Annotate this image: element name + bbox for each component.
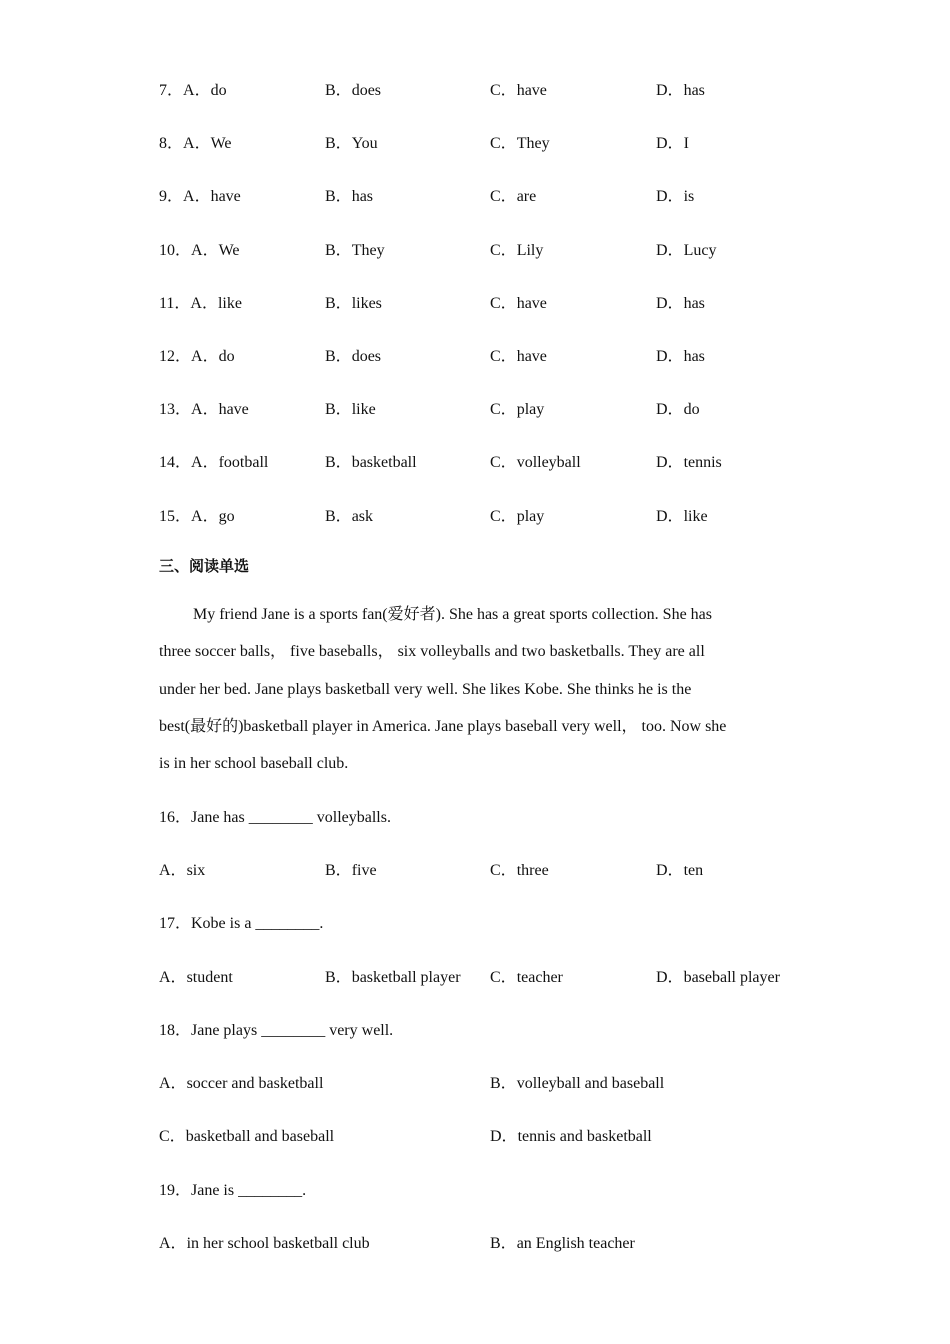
- question-number: 8．: [159, 135, 184, 152]
- answer-option[interactable]: [325, 507, 373, 527]
- answer-option[interactable]: [656, 241, 716, 261]
- answer-option[interactable]: [159, 1127, 334, 1147]
- option-letter: B．: [325, 348, 352, 365]
- option-letter: D．: [656, 188, 684, 205]
- option-letter: A．: [191, 454, 219, 471]
- answer-option[interactable]: [656, 347, 705, 367]
- option-letter: B．: [325, 401, 352, 418]
- option-letter: A．: [159, 862, 187, 879]
- answer-option[interactable]: [490, 507, 544, 527]
- answer-option[interactable]: [490, 347, 547, 367]
- answer-option[interactable]: [490, 81, 547, 101]
- answer-option[interactable]: [325, 453, 417, 473]
- question-number: 14．: [159, 454, 192, 471]
- option-text: volleyball and baseball: [516, 1075, 665, 1092]
- option-letter: B．: [490, 1075, 517, 1092]
- option-letter: C．: [490, 508, 517, 525]
- option-letter: B．: [325, 862, 352, 879]
- option-letter: B．: [325, 188, 352, 205]
- option-text: five: [351, 862, 377, 879]
- answer-option[interactable]: [325, 241, 385, 261]
- option-letter: D．: [656, 401, 684, 418]
- option-letter: C．: [490, 969, 517, 986]
- option-text: have: [210, 188, 241, 205]
- option-letter: D．: [490, 1128, 518, 1145]
- option-letter: C．: [490, 135, 517, 152]
- answer-option[interactable]: [325, 81, 381, 101]
- answer-option[interactable]: [159, 187, 241, 207]
- option-text: have: [516, 295, 547, 312]
- option-letter: D．: [656, 969, 684, 986]
- answer-option[interactable]: [159, 241, 240, 261]
- answer-option[interactable]: [490, 400, 544, 420]
- option-letter: A．: [190, 295, 218, 312]
- answer-option[interactable]: [325, 294, 382, 314]
- question-number: 11．: [159, 295, 191, 312]
- answer-option[interactable]: [490, 1127, 652, 1147]
- answer-option[interactable]: [159, 347, 235, 367]
- option-text: does: [351, 82, 382, 99]
- option-letter: C．: [490, 454, 517, 471]
- answer-option[interactable]: [490, 968, 563, 988]
- passage-line: under her bed. Jane plays basketball very well. She likes Kobe. She thinks he is the: [159, 681, 692, 698]
- option-letter: B．: [325, 295, 352, 312]
- answer-option[interactable]: [656, 294, 705, 314]
- answer-option[interactable]: [159, 81, 227, 101]
- answer-option[interactable]: [159, 507, 235, 527]
- option-letter: C．: [490, 862, 517, 879]
- option-text: have: [516, 348, 547, 365]
- option-text: play: [516, 401, 545, 418]
- option-text: three: [516, 862, 549, 879]
- passage-line: is in her school baseball club.: [159, 755, 349, 772]
- answer-option[interactable]: [159, 453, 268, 473]
- option-letter: C．: [490, 188, 517, 205]
- answer-option[interactable]: [490, 294, 547, 314]
- option-letter: B．: [325, 82, 352, 99]
- option-text: like: [217, 295, 242, 312]
- option-text: have: [516, 82, 547, 99]
- option-text: tennis: [683, 454, 722, 471]
- option-letter: D．: [656, 862, 684, 879]
- option-text: ten: [683, 862, 704, 879]
- passage-line: three soccer balls， five baseballs， six volleyballs and two basketballs. They are all: [159, 643, 705, 660]
- option-letter: D．: [656, 242, 684, 259]
- option-text: They: [516, 135, 550, 152]
- answer-option[interactable]: [490, 453, 581, 473]
- option-text: student: [186, 969, 233, 986]
- answer-option[interactable]: [159, 1234, 370, 1254]
- answer-option[interactable]: [490, 1074, 664, 1094]
- option-text: likes: [351, 295, 382, 312]
- option-letter: D．: [656, 82, 684, 99]
- question-number: 12．: [159, 348, 192, 365]
- option-text: basketball player: [351, 969, 461, 986]
- passage-line: My friend Jane is a sports fan(爱好者). She has a great sports collection. She has: [193, 606, 712, 623]
- option-text: in her school basketball club: [186, 1235, 370, 1252]
- answer-option[interactable]: [656, 400, 700, 420]
- option-letter: B．: [490, 1235, 517, 1252]
- option-text: We: [218, 242, 240, 259]
- option-letter: B．: [325, 508, 352, 525]
- answer-option[interactable]: [159, 861, 205, 881]
- option-letter: A．: [159, 1235, 187, 1252]
- passage-line: best(最好的)basketball player in America. Jane plays baseball very well， too. Now she: [159, 718, 727, 735]
- option-letter: A．: [183, 188, 211, 205]
- option-letter: A．: [183, 82, 211, 99]
- option-letter: D．: [656, 508, 684, 525]
- option-text: ask: [351, 508, 374, 525]
- option-text: does: [351, 348, 382, 365]
- answer-option[interactable]: [656, 187, 694, 207]
- answer-option[interactable]: [656, 861, 703, 881]
- answer-option[interactable]: [490, 1234, 635, 1254]
- answer-option[interactable]: [159, 134, 232, 154]
- option-letter: B．: [325, 969, 352, 986]
- option-letter: A．: [159, 1075, 187, 1092]
- answer-option[interactable]: [490, 241, 543, 261]
- option-text: play: [516, 508, 545, 525]
- option-letter: B．: [325, 242, 352, 259]
- option-letter: C．: [490, 348, 517, 365]
- option-letter: A．: [159, 969, 187, 986]
- option-letter: A．: [191, 401, 219, 418]
- answer-option[interactable]: [656, 134, 689, 154]
- option-text: have: [218, 401, 249, 418]
- question-stem: 18．Jane plays ________ very well.: [159, 1022, 394, 1039]
- answer-option[interactable]: [656, 453, 722, 473]
- option-letter: A．: [191, 348, 219, 365]
- option-letter: D．: [656, 348, 684, 365]
- answer-option[interactable]: [656, 968, 780, 988]
- answer-option[interactable]: [325, 968, 461, 988]
- option-text: do: [683, 401, 700, 418]
- option-text: basketball and baseball: [185, 1128, 335, 1145]
- option-text: do: [218, 348, 235, 365]
- option-letter: C．: [490, 295, 517, 312]
- question-number: 13．: [159, 401, 192, 418]
- option-text: Lucy: [683, 242, 717, 259]
- option-letter: D．: [656, 454, 684, 471]
- option-text: You: [351, 135, 378, 152]
- answer-option[interactable]: [656, 81, 705, 101]
- question-stem: 17．Kobe is a ________.: [159, 915, 324, 932]
- option-text: football: [218, 454, 269, 471]
- question-number: 15．: [159, 508, 192, 525]
- option-text: has: [683, 82, 705, 99]
- option-text: an English teacher: [516, 1235, 635, 1252]
- answer-option[interactable]: [159, 968, 233, 988]
- option-text: six: [186, 862, 206, 879]
- option-letter: C．: [490, 401, 517, 418]
- answer-option[interactable]: [159, 294, 242, 314]
- answer-option[interactable]: [325, 861, 377, 881]
- answer-option[interactable]: [325, 347, 381, 367]
- answer-option[interactable]: [490, 187, 536, 207]
- option-text: soccer and basketball: [186, 1075, 324, 1092]
- option-letter: C．: [159, 1128, 186, 1145]
- option-text: has: [683, 295, 705, 312]
- option-text: I: [683, 135, 689, 152]
- option-text: Lily: [516, 242, 544, 259]
- option-letter: C．: [490, 82, 517, 99]
- option-text: like: [351, 401, 376, 418]
- answer-option[interactable]: [325, 400, 376, 420]
- answer-option[interactable]: [490, 134, 550, 154]
- option-text: has: [351, 188, 374, 205]
- answer-option[interactable]: [490, 861, 549, 881]
- option-text: volleyball: [516, 454, 581, 471]
- option-text: They: [351, 242, 385, 259]
- option-letter: B．: [325, 454, 352, 471]
- question-number: 9．: [159, 188, 184, 205]
- option-letter: C．: [490, 242, 517, 259]
- option-letter: D．: [656, 295, 684, 312]
- question-number: 10．: [159, 242, 192, 259]
- option-text: do: [210, 82, 227, 99]
- option-text: teacher: [516, 969, 563, 986]
- question-stem: 16．Jane has ________ volleyballs.: [159, 809, 391, 826]
- option-letter: D．: [656, 135, 684, 152]
- question-stem: 19．Jane is ________.: [159, 1182, 307, 1199]
- section-heading: 三、阅读单选: [159, 557, 250, 575]
- option-text: go: [218, 508, 235, 525]
- option-text: are: [516, 188, 537, 205]
- option-text: baseball player: [683, 969, 780, 986]
- question-number: 7．: [159, 82, 184, 99]
- answer-option[interactable]: [159, 1074, 323, 1094]
- option-letter: A．: [191, 508, 219, 525]
- option-text: like: [683, 508, 708, 525]
- option-text: We: [210, 135, 232, 152]
- option-text: tennis and basketball: [517, 1128, 652, 1145]
- option-letter: A．: [183, 135, 211, 152]
- option-text: basketball: [351, 454, 417, 471]
- option-text: has: [683, 348, 705, 365]
- answer-option[interactable]: [325, 134, 378, 154]
- option-text: is: [683, 188, 695, 205]
- answer-option[interactable]: [325, 187, 373, 207]
- answer-option[interactable]: [159, 400, 249, 420]
- answer-option[interactable]: [656, 507, 708, 527]
- option-letter: B．: [325, 135, 352, 152]
- option-letter: A．: [191, 242, 219, 259]
